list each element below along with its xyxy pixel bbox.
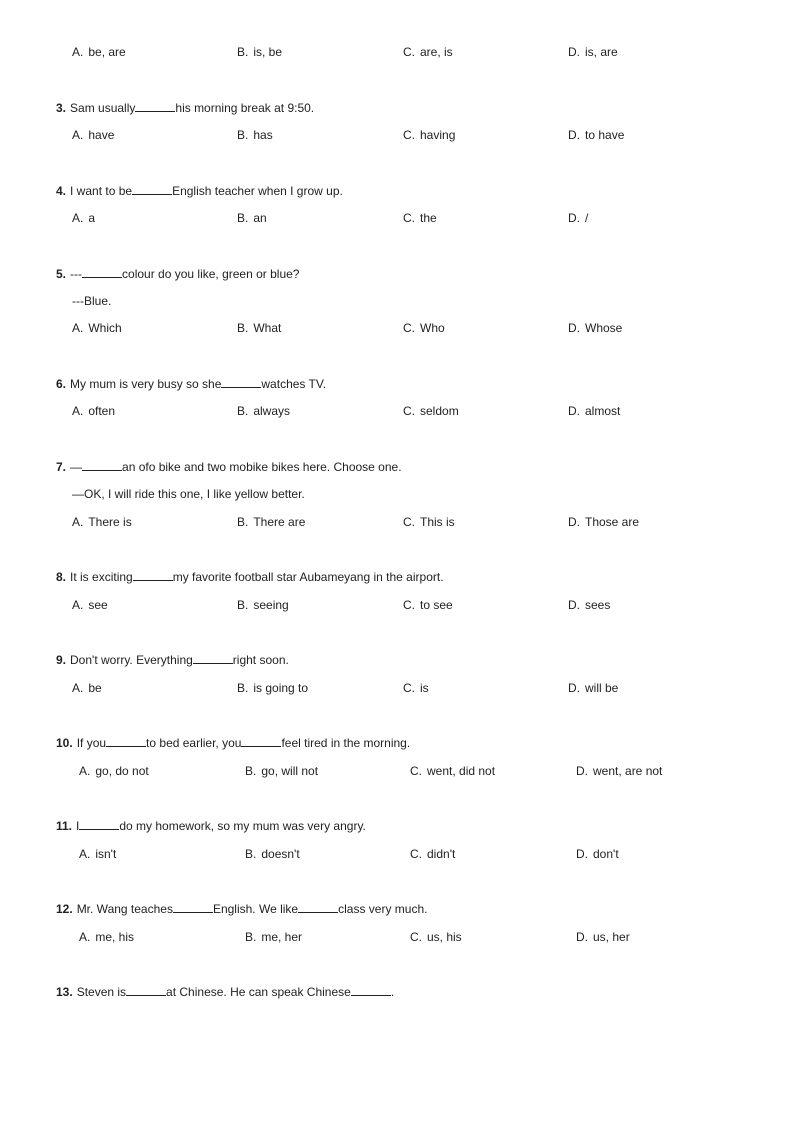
stem-text: right soon. — [232, 653, 289, 667]
option-text: us, his — [427, 930, 462, 944]
q2-option-d — [568, 45, 618, 59]
option-letter: A. — [72, 515, 84, 529]
answer-blank[interactable] — [221, 377, 261, 388]
answer-blank[interactable] — [135, 101, 175, 112]
q10-option-a — [79, 764, 149, 778]
question-number: 9. — [56, 653, 67, 667]
option-text: went, did not — [427, 764, 496, 778]
q9-option-a — [72, 681, 102, 695]
option-letter: B. — [245, 764, 257, 778]
option-letter: D. — [568, 681, 580, 695]
option-letter: D. — [568, 128, 580, 142]
option-text: to have — [585, 128, 625, 142]
option-letter: C. — [403, 598, 415, 612]
stem-text: colour do you like, green or blue? — [122, 267, 300, 281]
stem-text: English. We like — [212, 902, 299, 916]
stem-text: watches TV. — [261, 377, 327, 391]
option-text: / — [585, 211, 589, 225]
stem-text: I want to be — [70, 184, 133, 198]
option-text: is going to — [253, 681, 309, 695]
option-text: is, be — [253, 45, 283, 59]
option-text: having — [420, 128, 456, 142]
option-letter: B. — [237, 681, 249, 695]
q3-option-b — [237, 128, 273, 142]
option-text: What — [253, 321, 282, 335]
question-number: 5. — [56, 267, 67, 281]
option-letter: C. — [403, 128, 415, 142]
answer-blank[interactable] — [82, 267, 122, 278]
q4-option-a — [72, 211, 95, 225]
option-letter: A. — [79, 847, 91, 861]
q4-option-c — [403, 211, 437, 225]
option-text: don't — [593, 847, 619, 861]
option-text: didn't — [427, 847, 456, 861]
question-number: 12. — [56, 902, 73, 916]
q11-option-b — [245, 847, 300, 861]
q3-stem — [56, 101, 314, 115]
q12-option-c — [410, 930, 462, 944]
option-letter: C. — [403, 404, 415, 418]
stem-text: feel tired in the morning. — [281, 736, 411, 750]
answer-blank[interactable] — [79, 819, 119, 830]
q9-stem — [56, 653, 289, 667]
option-text: seeing — [253, 598, 289, 612]
answer-blank[interactable] — [351, 985, 391, 996]
q8-option-b — [237, 598, 289, 612]
option-letter: D. — [568, 211, 580, 225]
option-letter: D. — [568, 404, 580, 418]
option-letter: B. — [237, 515, 249, 529]
q12-option-a — [79, 930, 134, 944]
option-letter: A. — [72, 321, 84, 335]
option-text: be — [88, 681, 102, 695]
answer-blank[interactable] — [133, 570, 173, 581]
question-number: 10. — [56, 736, 73, 750]
option-text: me, her — [261, 930, 303, 944]
q8-option-d — [568, 598, 610, 612]
option-letter: B. — [237, 598, 249, 612]
option-text: an — [253, 211, 267, 225]
option-text: often — [88, 404, 116, 418]
stem-text: It is exciting — [70, 570, 133, 584]
question-number: 8. — [56, 570, 67, 584]
q7-option-a — [72, 515, 132, 529]
option-letter: D. — [576, 847, 588, 861]
stem-text: My mum is very busy so she — [70, 377, 222, 391]
q5-option-a — [72, 321, 122, 335]
q4-stem — [56, 184, 343, 198]
option-text: almost — [585, 404, 621, 418]
option-text: There is — [88, 515, 132, 529]
option-text: me, his — [95, 930, 135, 944]
answer-blank[interactable] — [298, 902, 338, 913]
q12-stem — [56, 902, 427, 916]
option-letter: B. — [237, 211, 249, 225]
q9-option-d — [568, 681, 618, 695]
q7-option-c — [403, 515, 455, 529]
option-text: to see — [420, 598, 453, 612]
q9-option-b — [237, 681, 308, 695]
option-letter: B. — [237, 128, 249, 142]
option-letter: D. — [568, 598, 580, 612]
option-text: There are — [253, 515, 306, 529]
stem-text: do my homework, so my mum was very angry. — [119, 819, 366, 833]
stem-text: If you — [76, 736, 107, 750]
option-letter: D. — [576, 930, 588, 944]
stem-text: at Chinese. He can speak Chinese — [166, 985, 351, 999]
q6-option-d — [568, 404, 620, 418]
q10-option-c — [410, 764, 495, 778]
option-text: is — [420, 681, 429, 695]
option-text: went, are not — [593, 764, 663, 778]
option-letter: A. — [79, 930, 91, 944]
option-text: go, do not — [95, 764, 149, 778]
stem-text: — — [70, 460, 83, 474]
option-text: Which — [88, 321, 122, 335]
stem-text: class very much. — [338, 902, 428, 916]
option-text: are, is — [420, 45, 453, 59]
q6-stem — [56, 377, 326, 391]
option-letter: A. — [72, 598, 84, 612]
stem-text: Steven is — [76, 985, 127, 999]
option-text: has — [253, 128, 273, 142]
option-text: is, are — [585, 45, 618, 59]
stem-text: Mr. Wang teaches — [76, 902, 173, 916]
q7-response: —OK, I will ride this one, I like yellow better. — [72, 487, 305, 501]
option-text: have — [88, 128, 115, 142]
stem-text: --- — [70, 267, 83, 281]
option-letter: A. — [72, 681, 84, 695]
option-text: isn't — [95, 847, 117, 861]
q5-option-b — [237, 321, 281, 335]
q12-option-d — [576, 930, 630, 944]
stem-text: to bed earlier, you — [146, 736, 242, 750]
option-letter: C. — [410, 764, 422, 778]
option-text: be, are — [88, 45, 126, 59]
option-text: us, her — [593, 930, 630, 944]
option-text: sees — [585, 598, 611, 612]
option-letter: C. — [403, 515, 415, 529]
q8-stem — [56, 570, 444, 584]
q13-stem — [56, 985, 394, 999]
option-letter: A. — [72, 404, 84, 418]
option-text: see — [88, 598, 108, 612]
question-number: 11. — [56, 819, 73, 833]
option-letter: C. — [403, 45, 415, 59]
option-letter: A. — [72, 45, 84, 59]
q6-option-c — [403, 404, 459, 418]
option-letter: D. — [576, 764, 588, 778]
option-text: seldom — [420, 404, 459, 418]
option-text: a — [88, 211, 96, 225]
q5-response: ---Blue. — [72, 294, 112, 308]
option-letter: C. — [403, 211, 415, 225]
question-number: 4. — [56, 184, 67, 198]
q11-option-c — [410, 847, 455, 861]
stem-text: Sam usually — [70, 101, 136, 115]
option-letter: B. — [245, 930, 257, 944]
question-number: 7. — [56, 460, 67, 474]
option-letter: B. — [237, 321, 249, 335]
q5-stem — [56, 267, 299, 281]
q4-option-d — [568, 211, 588, 225]
q10-option-b — [245, 764, 318, 778]
q2-option-c — [403, 45, 453, 59]
answer-blank[interactable] — [173, 902, 213, 913]
q10-option-d — [576, 764, 662, 778]
question-number: 6. — [56, 377, 67, 391]
question-number: 13. — [56, 985, 73, 999]
option-text: will be — [585, 681, 619, 695]
q7-option-b — [237, 515, 305, 529]
stem-text: English teacher when I grow up. — [172, 184, 343, 198]
option-letter: C. — [403, 321, 415, 335]
question-number: 3. — [56, 101, 67, 115]
q11-option-d — [576, 847, 619, 861]
q8-option-a — [72, 598, 108, 612]
q6-option-b — [237, 404, 290, 418]
stem-text: an ofo bike and two mobike bikes here. Choose one. — [122, 460, 402, 474]
q5-option-d — [568, 321, 622, 335]
answer-blank[interactable] — [132, 184, 172, 195]
stem-text: . — [390, 985, 395, 999]
q10-stem — [56, 736, 410, 750]
q2-option-a — [72, 45, 126, 59]
option-letter: B. — [245, 847, 257, 861]
q11-stem — [56, 819, 366, 833]
option-letter: C. — [403, 681, 415, 695]
option-text: doesn't — [261, 847, 300, 861]
answer-blank[interactable] — [241, 736, 281, 747]
option-letter: B. — [237, 404, 249, 418]
option-letter: D. — [568, 45, 580, 59]
stem-text: I — [76, 819, 80, 833]
option-letter: D. — [568, 515, 580, 529]
option-text: go, will not — [261, 764, 319, 778]
stem-text: my favorite football star Aubameyang in the airport. — [172, 570, 444, 584]
q3-option-d — [568, 128, 624, 142]
q3-option-c — [403, 128, 455, 142]
option-text: Who — [420, 321, 445, 335]
option-letter: C. — [410, 930, 422, 944]
option-text: Those are — [585, 515, 640, 529]
option-letter: B. — [237, 45, 249, 59]
q3-option-a — [72, 128, 114, 142]
option-text: always — [253, 404, 291, 418]
q12-option-b — [245, 930, 302, 944]
option-letter: A. — [72, 211, 84, 225]
q5-option-c — [403, 321, 445, 335]
answer-blank[interactable] — [126, 985, 166, 996]
q7-stem — [56, 460, 402, 474]
option-text: This is — [420, 515, 455, 529]
q2-option-b — [237, 45, 282, 59]
q6-option-a — [72, 404, 115, 418]
q4-option-b — [237, 211, 267, 225]
option-letter: C. — [410, 847, 422, 861]
answer-blank[interactable] — [106, 736, 146, 747]
stem-text: his morning break at 9:50. — [175, 101, 315, 115]
option-text: the — [420, 211, 437, 225]
option-letter: A. — [79, 764, 91, 778]
option-letter: A. — [72, 128, 84, 142]
answer-blank[interactable] — [193, 653, 233, 664]
stem-text: Don't worry. Everything — [70, 653, 193, 667]
option-text: Whose — [585, 321, 623, 335]
answer-blank[interactable] — [82, 460, 122, 471]
q11-option-a — [79, 847, 116, 861]
option-letter: D. — [568, 321, 580, 335]
q8-option-c — [403, 598, 453, 612]
q7-option-d — [568, 515, 639, 529]
q9-option-c — [403, 681, 429, 695]
